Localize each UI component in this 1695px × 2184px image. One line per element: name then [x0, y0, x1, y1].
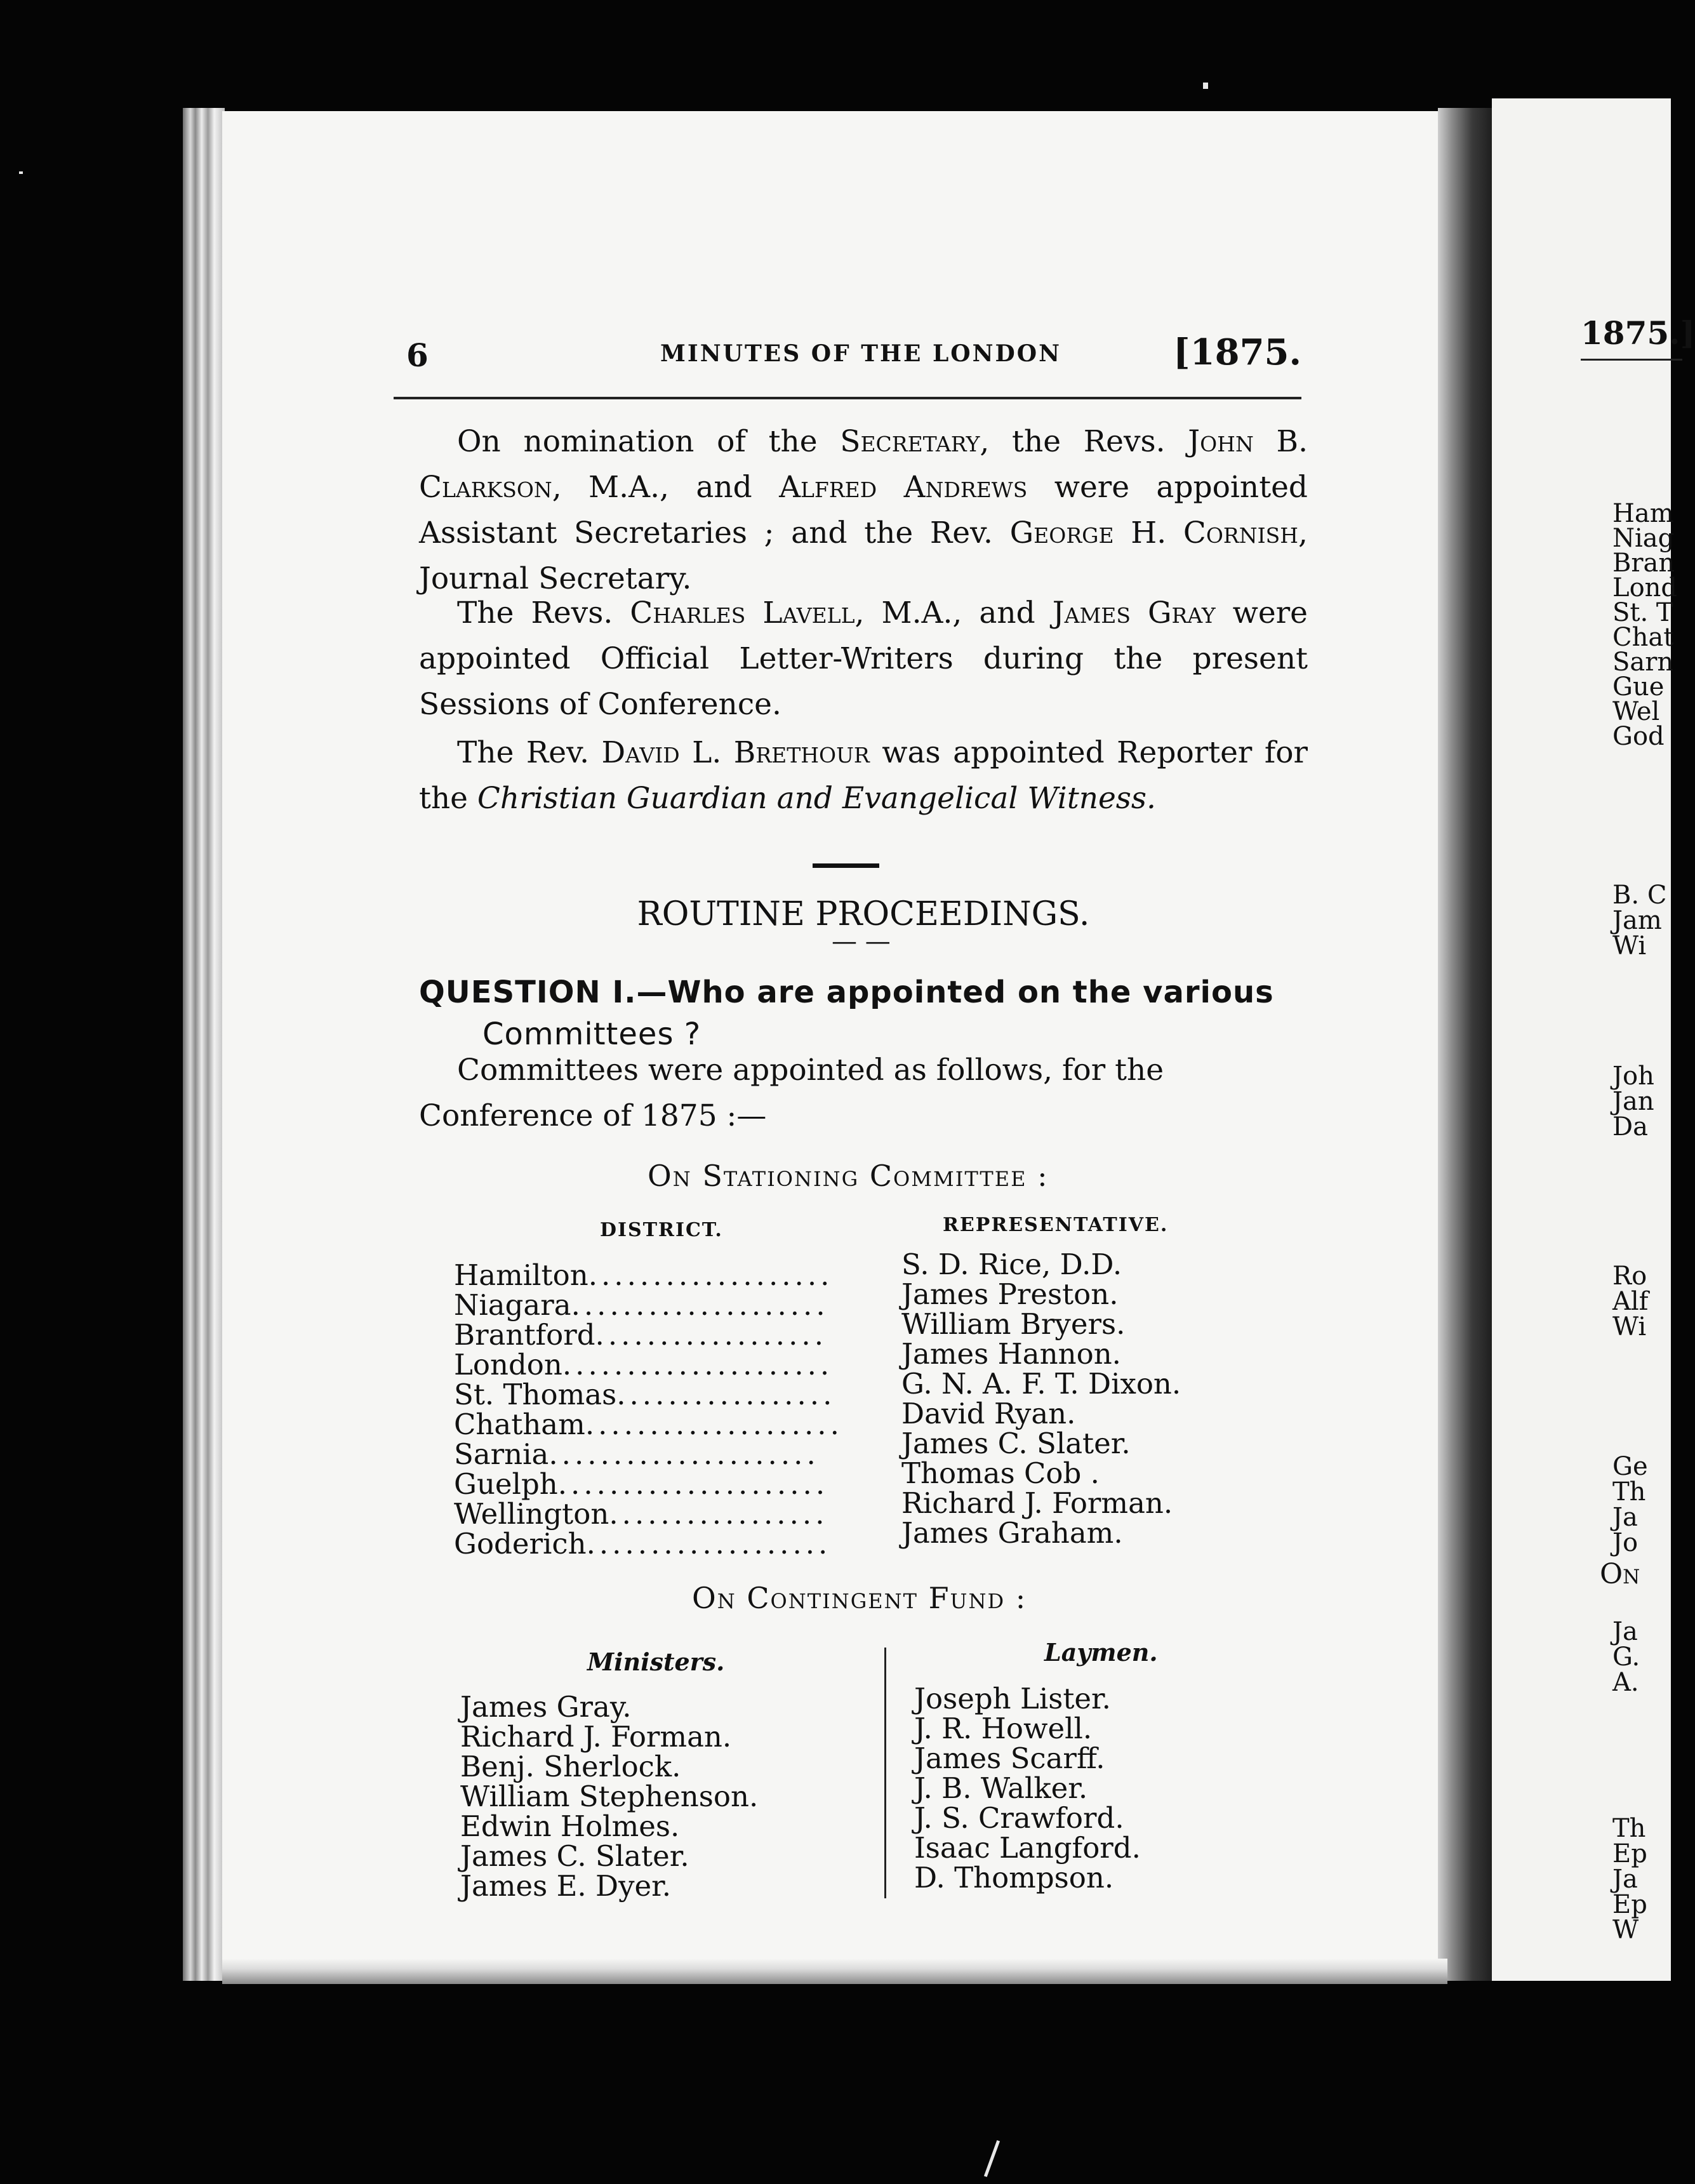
- text-run: Secretary: [840, 424, 980, 459]
- facing-text-fragment: W: [1612, 1915, 1639, 1945]
- district-row: [454, 1380, 843, 1409]
- facing-text-fragment: Sarn: [1612, 648, 1674, 677]
- minister-name: William Stephenson.: [460, 1780, 759, 1813]
- facing-text-fragment: Th: [1612, 1477, 1646, 1507]
- facing-text-fragment: Ro: [1612, 1262, 1647, 1291]
- question-one: [419, 971, 1308, 1055]
- leader-dots: .................: [609, 1497, 828, 1531]
- text-run: James Gray: [1052, 596, 1216, 630]
- facing-fragments-f: [1612, 1619, 1640, 1695]
- district-row: [454, 1409, 843, 1439]
- contingent-heading: On Contingent Fund :: [692, 1581, 1027, 1615]
- facing-fragments-a: [1612, 499, 1678, 751]
- facing-text-fragment: Th: [1612, 1814, 1646, 1843]
- text-run: David L. Brethour: [601, 735, 870, 770]
- layman-name: James Scarff.: [914, 1741, 1105, 1775]
- layman-name: J. R. Howell.: [914, 1712, 1093, 1745]
- section-heading: ROUTINE PROCEEDINGS.: [637, 895, 1090, 933]
- facing-text-fragment: St. T: [1612, 598, 1673, 627]
- facing-text-fragment: Joh: [1612, 1062, 1654, 1091]
- facing-page-year: 1875.]: [1581, 314, 1695, 352]
- leader-dots: .....................: [562, 1348, 834, 1382]
- running-header: [406, 330, 1301, 381]
- laymen-column-header: Laymen.: [1044, 1638, 1158, 1667]
- district-name: Wellington: [454, 1497, 609, 1531]
- text-run: The Revs.: [457, 596, 630, 630]
- facing-text-fragment: Da: [1612, 1112, 1648, 1142]
- facing-text-fragment: Chat: [1612, 623, 1674, 652]
- facing-fragments-g: [1612, 1816, 1647, 1943]
- reporter-paragraph: [419, 730, 1308, 822]
- text-run: On nomination of the: [457, 424, 841, 459]
- stationing-heading: On Stationing Committee :: [648, 1159, 1049, 1193]
- minister-name: James Gray.: [460, 1690, 632, 1724]
- facing-header-rule: [1581, 359, 1682, 361]
- minister-name: James C. Slater.: [460, 1839, 689, 1873]
- facing-text-fragment: G.: [1612, 1642, 1640, 1672]
- leader-dots: .....................: [557, 1467, 829, 1501]
- facing-text-fragment: Alf: [1612, 1287, 1649, 1316]
- text-run: Charles Lavell: [630, 596, 855, 630]
- scan-speck: [19, 171, 23, 174]
- leader-dots: ....................: [571, 1288, 829, 1322]
- representative-name: James Hannon.: [901, 1337, 1121, 1371]
- representative-name: Thomas Cob .: [901, 1456, 1100, 1490]
- district-column-header: DISTRICT.: [600, 1219, 723, 1241]
- district-row: [454, 1290, 843, 1320]
- facing-text-fragment: Ham: [1612, 499, 1674, 528]
- facing-text-fragment: Ja: [1612, 1617, 1638, 1646]
- facing-page: [1492, 98, 1695, 1981]
- text-run: Christian Guardian and Evangelical Witness.: [477, 781, 1156, 816]
- facing-text-fragment: Wi: [1612, 1312, 1647, 1342]
- representative-name: Richard J. Forman.: [901, 1486, 1173, 1520]
- text-run: , M.A., and: [552, 470, 780, 505]
- running-title: MINUTES OF THE LONDON: [660, 340, 1062, 367]
- facing-text-fragment: God: [1612, 722, 1665, 751]
- district-name: St. Thomas: [454, 1378, 617, 1411]
- facing-text-fragment: Jan: [1612, 1087, 1654, 1116]
- minister-name: Benj. Sherlock.: [460, 1750, 681, 1783]
- district-row: [454, 1529, 843, 1559]
- facing-text-fragment: Wel: [1612, 697, 1660, 726]
- representative-list: [901, 1249, 1181, 1548]
- facing-text-fragment: Ja: [1612, 1503, 1638, 1532]
- text-run: , Journal Secretary.: [419, 516, 1308, 596]
- district-name: Brantford: [454, 1318, 595, 1352]
- district-name: London: [454, 1348, 562, 1382]
- layman-name: Isaac Langford.: [914, 1831, 1141, 1865]
- section-divider: [813, 863, 879, 868]
- scan-speck: [984, 2140, 1000, 2177]
- text-run: The Rev.: [457, 735, 602, 770]
- facing-text-fragment: Ge: [1612, 1452, 1648, 1481]
- layman-name: D. Thompson.: [914, 1861, 1114, 1894]
- text-run: were appointed Assistant Secretaries ; and the Rev.: [419, 470, 1308, 550]
- minister-name: James E. Dyer.: [460, 1869, 672, 1903]
- facing-text-fragment: Gue: [1612, 672, 1665, 702]
- leader-dots: .................: [616, 1378, 836, 1411]
- facing-fragment-on: On: [1600, 1558, 1640, 1590]
- ministers-list: [460, 1692, 758, 1901]
- minister-name: Edwin Holmes.: [460, 1809, 680, 1843]
- ministers-column-header: Ministers.: [587, 1648, 725, 1676]
- representative-column-header: REPRESENTATIVE.: [943, 1214, 1169, 1236]
- district-name: Hamilton: [454, 1258, 588, 1292]
- running-year: [1875.: [1173, 331, 1301, 373]
- page-stack-edge: [183, 108, 225, 1981]
- heading-dash: — —: [832, 927, 891, 956]
- facing-text-fragment: A.: [1612, 1668, 1639, 1697]
- district-name: Sarnia: [454, 1437, 549, 1471]
- district-row: [454, 1350, 843, 1380]
- layman-name: Joseph Lister.: [914, 1682, 1111, 1715]
- district-name: Goderich: [454, 1527, 587, 1561]
- text-run: , M.A., and: [854, 596, 1053, 630]
- facing-text-fragment: Niag: [1612, 524, 1675, 553]
- representative-name: David Ryan.: [901, 1397, 1076, 1430]
- facing-text-fragment: Bran: [1612, 549, 1675, 578]
- district-row: [454, 1439, 843, 1469]
- leader-dots: .....................: [548, 1437, 820, 1471]
- representative-name: James Graham.: [901, 1516, 1123, 1550]
- district-name: Niagara: [454, 1288, 571, 1322]
- district-row: [454, 1469, 843, 1499]
- text-run: was appointed Reporter for the: [419, 735, 1308, 816]
- question-label: QUESTION I.—Who are appointed on the various: [419, 975, 1274, 1010]
- header-rule: [394, 397, 1301, 399]
- facing-fragments-c: [1612, 1063, 1654, 1140]
- laymen-list: [914, 1684, 1141, 1893]
- facing-text-fragment: Lond: [1612, 573, 1678, 603]
- district-name: Guelph: [454, 1467, 558, 1501]
- letter-writers-paragraph: [419, 590, 1308, 728]
- facing-fragments-e: [1612, 1454, 1648, 1555]
- layman-name: J. B. Walker.: [914, 1771, 1088, 1805]
- scan-speck: [1203, 83, 1208, 89]
- district-row: [454, 1260, 843, 1290]
- facing-text-fragment: Ja: [1612, 1865, 1638, 1894]
- text-run: John B. Clarkson: [419, 424, 1308, 505]
- district-row: [454, 1320, 843, 1350]
- page-number: 6: [406, 336, 429, 374]
- leader-dots: ....................: [585, 1408, 843, 1441]
- question-continuation: Committees ?: [482, 1016, 701, 1052]
- district-list: [454, 1260, 843, 1559]
- facing-text-fragment: B. C: [1612, 881, 1667, 910]
- facing-text-fragment: Ep: [1612, 1890, 1647, 1919]
- facing-fragments-b: [1612, 882, 1666, 959]
- leader-dots: ...................: [588, 1258, 834, 1292]
- district-row: [454, 1499, 843, 1529]
- facing-fragments-d: [1612, 1263, 1648, 1340]
- representative-name: James Preston.: [901, 1277, 1119, 1311]
- facing-text-fragment: Ep: [1612, 1839, 1647, 1868]
- nomination-paragraph: [419, 419, 1308, 602]
- minister-name: Richard J. Forman.: [460, 1720, 732, 1754]
- representative-name: William Bryers.: [901, 1307, 1126, 1341]
- representative-name: S. D. Rice, D.D.: [901, 1248, 1122, 1281]
- representative-name: James C. Slater.: [901, 1427, 1131, 1460]
- representative-name: G. N. A. F. T. Dixon.: [901, 1367, 1181, 1401]
- text-run: were appointed Official Letter-Writers during the present Sessions of Conference.: [419, 596, 1308, 722]
- district-name: Chatham: [454, 1408, 585, 1441]
- facing-text-fragment: Jam: [1612, 906, 1662, 935]
- page-bottom-edge: [222, 1959, 1447, 1984]
- column-divider: [884, 1648, 886, 1898]
- text-run: George H. Cornish: [1009, 516, 1299, 550]
- facing-text-fragment: Jo: [1612, 1528, 1638, 1557]
- layman-name: J. S. Crawford.: [914, 1801, 1124, 1835]
- leader-dots: ...................: [586, 1527, 832, 1561]
- question-answer: Committees were appointed as follows, for the Conference of 1875 :—: [419, 1053, 1164, 1133]
- text-run: , the Revs.: [980, 424, 1188, 459]
- book-gutter: [1438, 108, 1495, 1981]
- text-run: Alfred Andrews: [779, 470, 1028, 505]
- facing-text-fragment: Wi: [1612, 931, 1647, 961]
- leader-dots: ..................: [595, 1318, 828, 1352]
